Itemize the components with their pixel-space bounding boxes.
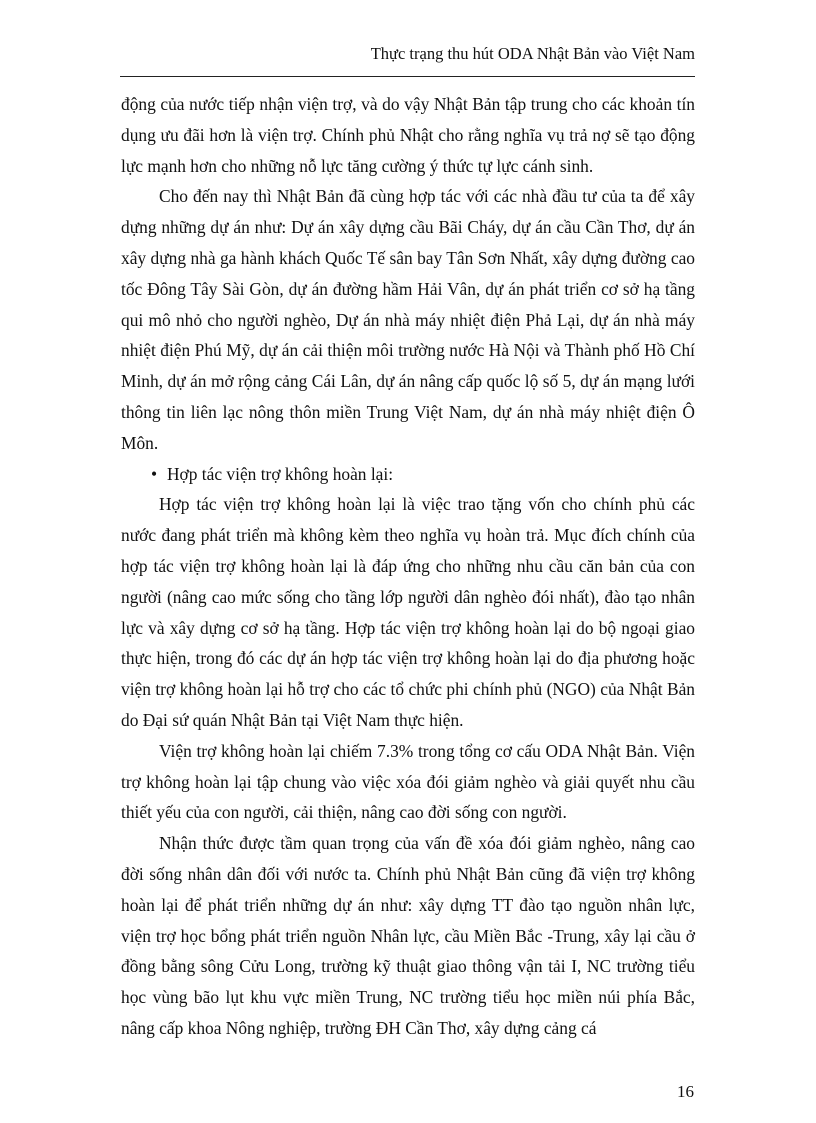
running-header-title: Thực trạng thu hút ODA Nhật Bản vào Việt Nam	[370, 44, 695, 63]
paragraph-grant-aid-projects: Nhận thức được tầm quan trọng của vấn đề xóa đói giảm nghèo, nâng cao đời sống nhân dân đối với nước ta. Chính phủ Nhật Bản cũng đã viện trợ không hoàn lại để phát triển những dự án như: xây dựng TT đào tạo nguồn nhân lực, viện trợ học bổng phát triển nguồn Nhân lực, cầu Miền Bắc -Trung, xây lại cầu ở đồng bằng sông Cửu Long, trường kỹ thuật giao thông vận tải I, NC trường tiểu học vùng bão lụt khu vực miền Trung, NC trường tiểu học miền núi phía Bắc, nâng cấp khoa Nông nghiệp, trường ĐH Cần Thơ, xây dựng cảng cá	[121, 833, 695, 1038]
paragraph-grant-aid-definition: Hợp tác viện trợ không hoàn lại là việc trao tặng vốn cho chính phủ các nước đang phát triển mà không kèm theo nghĩa vụ hoàn trả. Mục đích chính của hợp tác viện trợ không hoàn lại là đáp ứng cho những nhu cầu căn bản của con người (nâng cao mức sống cho tầng lớp người dân nghèo đói nhất), đào tạo nhân lực và xây dựng cơ sở hạ tầng. Hợp tác viện trợ không hoàn lại do bộ ngoại giao thực hiện, trong đó các dự án hợp tác viện trợ không hoàn lại do địa phương hoặc viện trợ không hoàn lại hỗ trợ cho các tổ chức phi chính phủ (NGO) của Nhật Bản do Đại sứ quán Nhật Bản tại Việt Nam thực hiện.	[121, 494, 695, 730]
page-number: 16	[677, 1082, 694, 1101]
page-body	[121, 89, 695, 1044]
bullet-heading: Hợp tác viện trợ không hoàn lại:	[167, 463, 394, 484]
bullet-dot-icon: •	[151, 463, 158, 484]
paragraph-grant-aid-share: Viện trợ không hoàn lại chiếm 7.3% trong tổng cơ cấu ODA Nhật Bản. Viện trợ không hoàn lại tập chung vào việc xóa đói giảm nghèo và giải quyết nhu cầu thiết yếu của con người, cải thiện, nâng cao đời sống con người.	[121, 740, 695, 823]
bullet-item-grant-aid	[121, 459, 695, 490]
paragraph-projects-cooperation: Cho đến nay thì Nhật Bản đã cùng hợp tác với các nhà đầu tư của ta để xây dựng những dự án như: Dự án xây dựng cầu Bãi Cháy, dự án cầu Cần Thơ, dự án xây dựng nhà ga hành khách Quốc Tế sân bay Tân Sơn Nhất, xây dựng đường cao tốc Đông Tây Sài Gòn, dự án đường hầm Hải Vân, dự án phát triển cơ sở hạ tầng qui mô nhỏ cho người nghèo, Dự án nhà máy nhiệt điện Phả Lại, dự án nhà máy nhiệt điện Phú Mỹ, dự án cải thiện môi trường nước Hà Nội và Thành phố Hồ Chí Minh, dự án mở rộng cảng Cái Lân, dự án nâng cấp quốc lộ số 5, dự án mạng lưới thông tin liên lạc nông thôn miền Trung Việt Nam, dự án nhà máy nhiệt điện Ô Môn.	[121, 186, 695, 453]
paragraph-continuation: động của nước tiếp nhận viện trợ, và do vậy Nhật Bản tập trung cho các khoản tín dụng ưu đãi hơn là viện trợ. Chính phủ Nhật cho rằng nghĩa vụ trả nợ sẽ tạo động lực mạnh hơn cho những nỗ lực tăng cường ý thức tự lực cánh sinh.	[121, 94, 695, 176]
header-rule	[120, 76, 695, 77]
